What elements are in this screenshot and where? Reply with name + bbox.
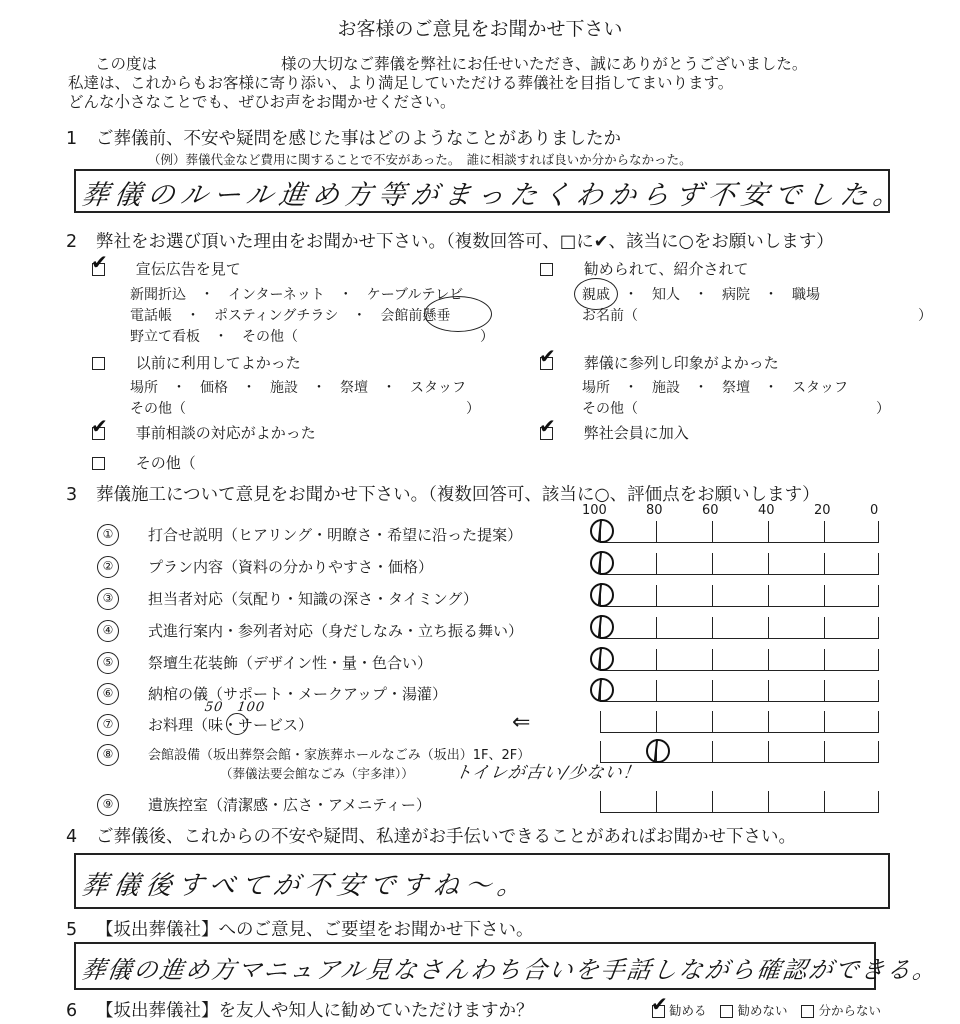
rating-scale[interactable]	[600, 617, 878, 639]
row-number	[97, 713, 119, 736]
q4-answer-box[interactable]	[74, 853, 890, 909]
q5-answer-box[interactable]	[74, 942, 941, 990]
row-number-badge: ③	[97, 588, 119, 610]
scale-tick	[656, 680, 657, 702]
scale-tick	[824, 553, 825, 575]
scale-tick	[878, 617, 879, 639]
q1-text: ご葬儀前、不安や疑問を感じた事はどのようなことがありましたか	[96, 129, 621, 149]
row-label-secondary: （葬儀法要会館なごみ（宇多津））	[220, 766, 414, 781]
scale-tick	[712, 741, 713, 763]
check-mark-icon: ✔	[651, 992, 668, 1016]
scale-tick	[824, 649, 825, 671]
circled-choice-mark	[226, 713, 248, 735]
scale-tick	[824, 617, 825, 639]
scale-baseline	[600, 701, 878, 702]
row-number	[97, 619, 119, 642]
scale-tick	[824, 741, 825, 763]
scale-baseline	[600, 762, 878, 763]
q4-answer: 葬儀後すべてが不安ですね～。	[79, 871, 532, 901]
row-number	[97, 743, 119, 766]
row-number-badge: ⑥	[97, 683, 119, 705]
scale-tick	[768, 791, 769, 813]
sub-line: 新聞折込 ・ インターネット ・ ケーブルテレビ	[130, 287, 464, 303]
scale-tick	[600, 791, 601, 813]
q2-option-label: その他（	[135, 454, 196, 472]
rating-scale[interactable]	[600, 553, 878, 575]
scale-label: 80	[646, 503, 663, 518]
checkbox[interactable]	[91, 250, 108, 276]
checkbox-dont-know[interactable]	[801, 1005, 814, 1018]
scale-tick	[656, 585, 657, 607]
scale-tick	[768, 617, 769, 639]
scale-tick	[878, 680, 879, 702]
rating-mark	[590, 583, 614, 607]
scale-tick	[768, 741, 769, 763]
scale-baseline	[600, 638, 878, 639]
scale-tick	[768, 680, 769, 702]
scale-baseline	[600, 670, 878, 671]
scale-tick	[768, 711, 769, 733]
q1-answer-box[interactable]	[74, 169, 909, 213]
scale-tick	[878, 791, 879, 813]
q5-answer: 葬儀の進め方マニュアル見なさんわち合いを手話しながら確認ができる。	[79, 956, 941, 984]
row-number	[97, 587, 119, 610]
q2-option-label: 以前に利用してよかった	[135, 354, 301, 372]
q1-answer: 葬儀のルール進め方等がまったくわからず不安でした。	[79, 180, 909, 211]
row-label: お料理（味・サービス）	[148, 716, 314, 734]
q2-option-advertising[interactable]	[91, 250, 241, 279]
row-number-badge: ⑨	[97, 794, 119, 816]
intro-line-3: どんな小さなことでも、ぜひお声をお聞かせください。	[68, 93, 456, 111]
row-label: 祭壇生花装飾（デザイン性・量・色合い）	[148, 654, 432, 672]
scale-tick	[712, 553, 713, 575]
q5-heading	[66, 916, 534, 941]
row-number	[97, 651, 119, 674]
q4-number: 4	[66, 827, 78, 847]
scale-label: 100	[582, 503, 607, 518]
row-label: 式進行案内・参列者対応（身だしなみ・立ち振る舞い）	[148, 622, 524, 640]
q3-number: 3	[66, 485, 78, 505]
scale-tick	[656, 617, 657, 639]
arrow-left-icon: ⇐	[512, 710, 531, 735]
scale-tick	[712, 617, 713, 639]
q2-option-other[interactable]	[92, 452, 196, 473]
q2-option-label: 宣伝広告を見て	[135, 260, 241, 278]
q4-heading	[66, 823, 796, 848]
row-number-badge: ⑤	[97, 652, 119, 674]
check-mark-icon: ✔	[539, 344, 556, 368]
sub-line: その他（ ）	[130, 401, 480, 417]
scale-tick	[878, 649, 879, 671]
q2-heading	[66, 228, 834, 253]
scale-baseline	[600, 574, 878, 575]
row-label: 納棺の儀（サポート・メークアップ・湯灌）	[148, 685, 447, 703]
row-label: 会館設備（坂出葬祭会館・家族葬ホールなごみ（坂出）1F、2F）	[148, 748, 531, 763]
scale-tick	[712, 521, 713, 543]
q2-sub-attended	[582, 378, 890, 420]
q2-sub-recommended	[582, 285, 932, 327]
scale-tick	[768, 553, 769, 575]
page-title: お客様のご意見をお聞かせ下さい	[337, 18, 623, 40]
q4-text: ご葬儀後、これからの不安や疑問、私達がお手伝いできることがあればお聞かせ下さい。	[96, 827, 796, 847]
q2-option-attended[interactable]	[539, 344, 779, 373]
scale-tick	[656, 711, 657, 733]
scale-baseline	[600, 812, 878, 813]
scale-tick	[878, 521, 879, 543]
checkbox[interactable]	[92, 457, 105, 470]
scale-tick	[712, 585, 713, 607]
q2-option-label: 勧められて、紹介されて	[583, 260, 749, 278]
q2-number: 2	[66, 232, 78, 252]
intro-line-1: この度は 様の大切なご葬儀を弊社にお任せいただき、誠にありがとうございました。	[95, 55, 808, 73]
sub-line: 野立て看板 ・ その他（ ）	[130, 329, 494, 345]
q2-option-label: 弊社会員に加入	[583, 424, 689, 442]
row-label: 打合せ説明（ヒアリング・明瞭さ・希望に沿った提案）	[148, 526, 523, 544]
rating-scale-header	[582, 503, 882, 519]
handwritten-note: 50 100	[203, 700, 267, 715]
rating-mark	[590, 615, 614, 639]
sub-line: 場所 ・ 価格 ・ 施設 ・ 祭壇 ・ スタッフ	[130, 380, 466, 396]
q2-option-label: 事前相談の対応がよかった	[135, 424, 316, 442]
q1-number: 1	[66, 129, 78, 149]
checkbox-recommend[interactable]	[651, 992, 668, 1018]
q3-text: 葬儀施工について意見をお聞かせ下さい。（複数回答可、該当に○、評価点をお願いします）	[96, 485, 820, 505]
row-number-badge: ④	[97, 620, 119, 642]
rating-scale[interactable]	[600, 791, 878, 813]
scale-tick	[824, 521, 825, 543]
q2-option-consultation[interactable]	[91, 414, 316, 443]
q2-option-recommended[interactable]	[540, 258, 748, 279]
scale-tick	[824, 711, 825, 733]
q1-example: （例）葬儀代金など費用に関することで不安があった。 誰に相談すれば良いか分からなかった。	[148, 152, 692, 167]
scale-label: 20	[814, 503, 831, 518]
row-number-badge: ①	[97, 524, 119, 546]
row-number	[97, 523, 119, 546]
scale-tick	[656, 553, 657, 575]
row-label: プラン内容（資料の分かりやすさ・価格）	[148, 558, 434, 576]
q6-heading	[66, 997, 534, 1022]
choice-label: 分からない	[818, 1003, 881, 1018]
scale-baseline	[600, 606, 878, 607]
sub-line: お名前（ ）	[582, 308, 932, 324]
q6-number: 6	[66, 1001, 78, 1021]
scale-tick	[878, 585, 879, 607]
q5-number: 5	[66, 920, 78, 940]
choice-label: 勧める	[668, 1003, 707, 1018]
scale-tick	[824, 791, 825, 813]
q6-choices	[651, 992, 881, 1019]
scale-tick	[878, 741, 879, 763]
row-number	[97, 682, 119, 705]
checkbox-not-recommend[interactable]	[720, 1005, 733, 1018]
rating-scale[interactable]	[600, 585, 878, 607]
q1-heading	[66, 125, 621, 150]
scale-tick	[768, 649, 769, 671]
scale-tick	[878, 711, 879, 733]
rating-mark	[646, 739, 670, 763]
circled-choice-mark	[574, 278, 618, 310]
rating-scale[interactable]	[600, 711, 878, 733]
sub-line: 場所 ・ 施設 ・ 祭壇 ・ スタッフ	[582, 380, 848, 396]
scale-tick	[768, 521, 769, 543]
row-number-badge: ⑧	[97, 744, 119, 766]
q5-text: 【坂出葬儀社】へのご意見、ご要望をお聞かせ下さい。	[96, 920, 534, 940]
checkbox[interactable]	[91, 414, 108, 440]
rating-mark	[590, 647, 614, 671]
scale-label: 0	[870, 503, 879, 518]
row-label: 担当者対応（気配り・知識の深さ・タイミング）	[148, 590, 478, 608]
row-number-badge: ⑦	[97, 714, 119, 736]
row-number-badge: ②	[97, 556, 119, 578]
intro-line-2: 私達は、これからもお客様に寄り添い、より満足していただける葬儀社を目指してまいります。	[68, 74, 734, 92]
circled-choice-mark	[424, 296, 492, 332]
scale-tick	[656, 649, 657, 671]
sub-line: その他（ ）	[582, 401, 890, 417]
scale-tick	[824, 585, 825, 607]
scale-tick	[600, 711, 601, 733]
scale-label: 40	[758, 503, 775, 518]
scale-tick	[712, 649, 713, 671]
scale-label: 60	[702, 503, 719, 518]
scale-tick	[656, 791, 657, 813]
sub-line: 親戚 ・ 知人 ・ 病院 ・ 職場	[582, 287, 820, 303]
choice-label: 勧めない	[737, 1003, 788, 1018]
scale-tick	[712, 711, 713, 733]
scale-baseline	[600, 542, 878, 543]
scale-tick	[824, 680, 825, 702]
rating-scale[interactable]	[600, 741, 878, 763]
q2-option-label: 葬儀に参列し印象がよかった	[583, 354, 779, 372]
scale-tick	[712, 680, 713, 702]
checkbox[interactable]	[540, 263, 553, 276]
q2-text: 弊社をお選び頂いた理由をお聞かせ下さい。（複数回答可、□に✔、該当に○をお願いします）	[96, 232, 834, 252]
checkbox[interactable]	[539, 414, 556, 440]
scale-tick	[712, 791, 713, 813]
rating-mark	[590, 551, 614, 575]
checkbox[interactable]	[92, 357, 105, 370]
checkbox[interactable]	[539, 344, 556, 370]
row-number	[97, 555, 119, 578]
scale-tick	[600, 741, 601, 763]
row-number	[97, 793, 119, 816]
q2-sub-used-before	[130, 378, 480, 420]
check-mark-icon: ✔	[91, 250, 108, 274]
rating-scale[interactable]	[600, 680, 878, 702]
rating-scale[interactable]	[600, 521, 878, 543]
scale-tick	[878, 553, 879, 575]
rating-scale[interactable]	[600, 649, 878, 671]
rating-mark	[590, 519, 614, 543]
scale-tick	[768, 585, 769, 607]
q6-text: 【坂出葬儀社】を友人や知人に勧めていただけますか？	[96, 1001, 534, 1021]
handwritten-note: トイレが古い/少ない！	[453, 763, 642, 783]
scale-tick	[656, 521, 657, 543]
row-label: 遺族控室（清潔感・広さ・アメニティー）	[148, 796, 431, 814]
sub-line: 電話帳 ・ ポスティングチラシ ・ 会館前懸垂	[130, 308, 451, 324]
check-mark-icon: ✔	[539, 414, 556, 438]
check-mark-icon: ✔	[91, 414, 108, 438]
q2-option-membership[interactable]	[539, 414, 689, 443]
rating-mark	[590, 678, 614, 702]
scale-baseline	[600, 732, 878, 733]
q2-option-used-before[interactable]	[92, 352, 301, 373]
